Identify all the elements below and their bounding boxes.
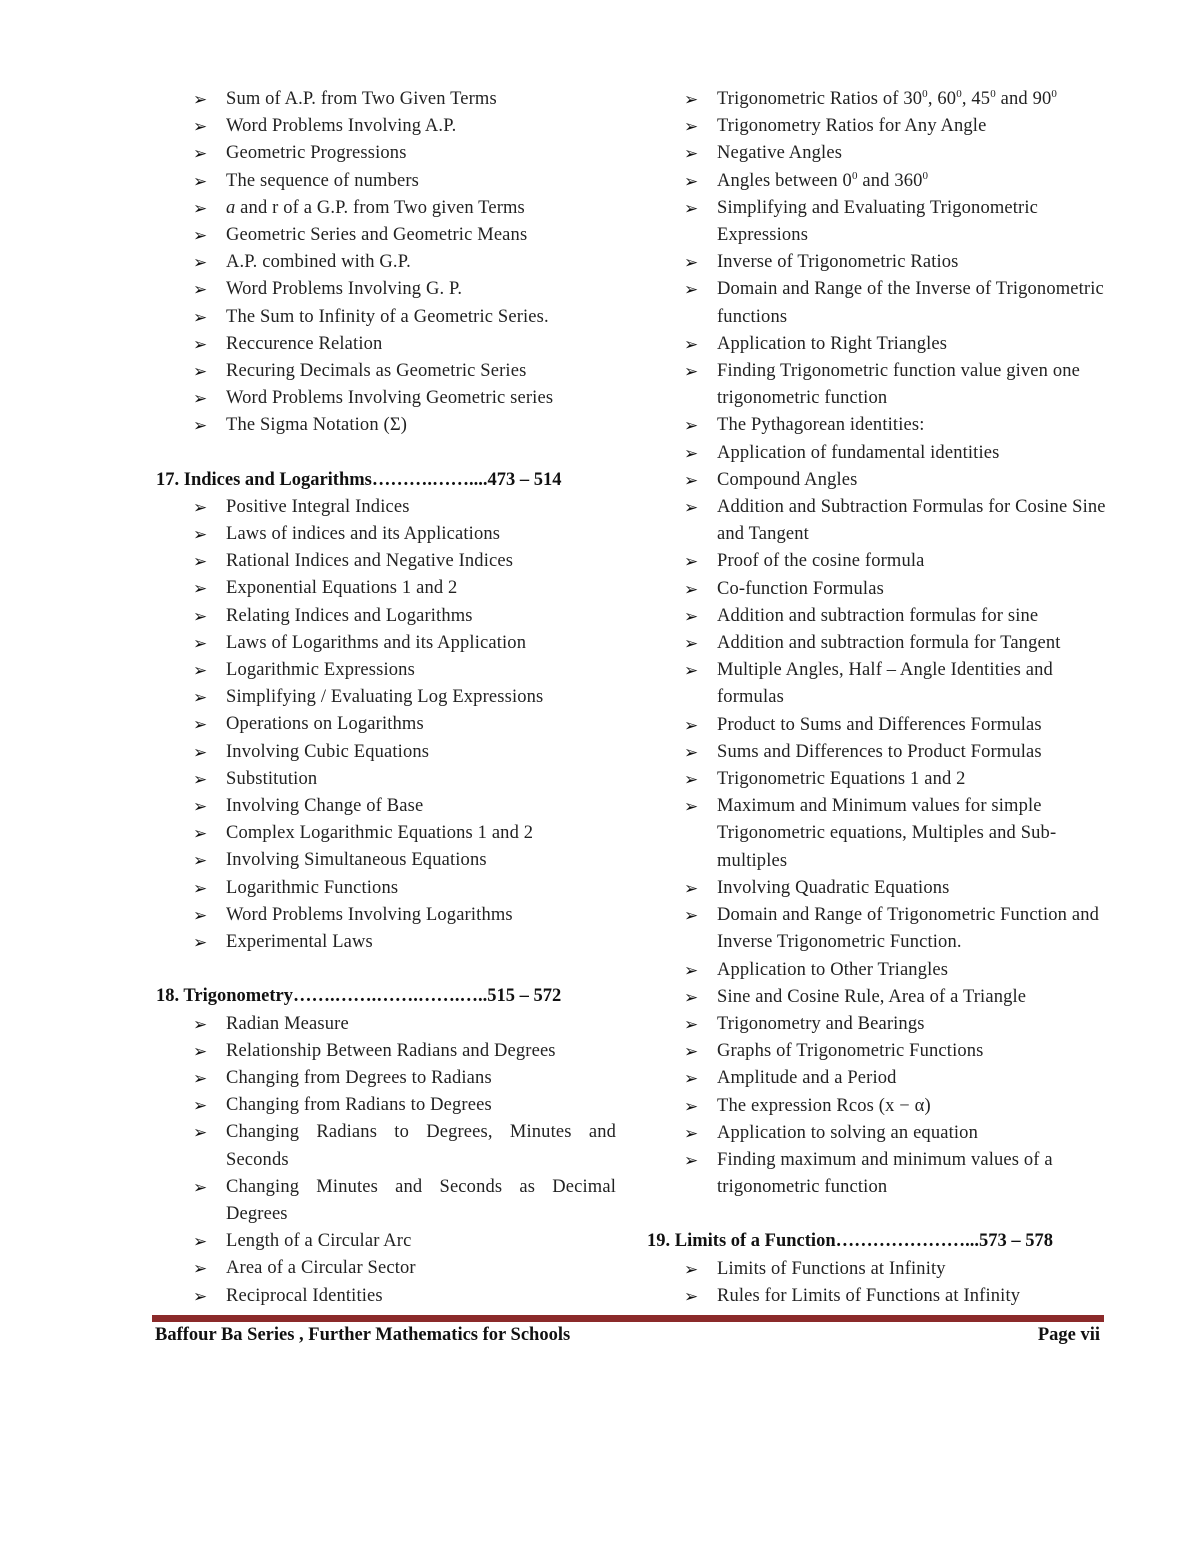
arrow-bullet-icon: ➢ [684, 987, 699, 1007]
list-item-label: Reccurence Relation [226, 333, 383, 354]
arrow-bullet-icon: ➢ [193, 1096, 208, 1116]
list-item-label: Logarithmic Expressions [226, 660, 415, 681]
list-item-label: Limits of Functions at Infinity [717, 1258, 946, 1279]
list-item [156, 1092, 616, 1119]
list-item [647, 902, 1107, 956]
arrow-bullet-icon: ➢ [684, 144, 699, 164]
arrow-bullet-icon: ➢ [193, 198, 208, 218]
list-item-label: Word Problems Involving A.P. [226, 116, 457, 137]
arrow-bullet-icon: ➢ [684, 742, 699, 762]
list-item [647, 630, 1107, 657]
list-item-label: Radian Measure [226, 1013, 349, 1034]
list-item [156, 766, 616, 793]
arrow-bullet-icon: ➢ [684, 498, 699, 518]
arrow-bullet-icon: ➢ [193, 280, 208, 300]
list-item [156, 276, 616, 303]
list-item [156, 793, 616, 820]
list-item-label: Amplitude and a Period [717, 1068, 897, 1089]
list-item-label: Domain and Range of Trigonometric Function and Inverse Trigonometric Function. [717, 905, 1099, 953]
list-item-label: Changing Radians to Degrees, Minutes and Seconds [226, 1122, 616, 1170]
arrow-bullet-icon: ➢ [684, 470, 699, 490]
list-item [156, 1174, 616, 1228]
list-item [156, 684, 616, 711]
list-item-label: Proof of the cosine formula [717, 551, 925, 572]
arrow-bullet-icon: ➢ [193, 1068, 208, 1088]
list-item-label: Sine and Cosine Rule, Area of a Triangle [717, 986, 1027, 1007]
list-item [647, 1011, 1107, 1038]
arrow-bullet-icon: ➢ [684, 1014, 699, 1034]
list-item [647, 331, 1107, 358]
arrow-bullet-icon: ➢ [193, 905, 208, 925]
list-item [647, 1038, 1107, 1065]
arrow-bullet-icon: ➢ [684, 117, 699, 137]
list-item-label: Rules for Limits of Functions at Infinity [717, 1285, 1021, 1306]
list-item [156, 711, 616, 738]
footer-rule [152, 1315, 1104, 1322]
list-item [156, 657, 616, 684]
list-item [156, 1119, 616, 1173]
section-18-list [156, 1011, 616, 1310]
list-item [647, 412, 1107, 439]
list-item [647, 712, 1107, 739]
arrow-bullet-icon: ➢ [684, 1042, 699, 1062]
arrow-bullet-icon: ➢ [193, 1014, 208, 1034]
list-item [647, 739, 1107, 766]
list-item-label: Rational Indices and Negative Indices [226, 551, 514, 572]
list-item-label: Changing from Radians to Degrees [226, 1095, 492, 1116]
arrow-bullet-icon: ➢ [193, 1041, 208, 1061]
list-item-label: Recuring Decimals as Geometric Series [226, 361, 527, 382]
arrow-bullet-icon: ➢ [193, 851, 208, 871]
list-item-label: Product to Sums and Differences Formulas [717, 714, 1042, 735]
list-item [156, 739, 616, 766]
list-item: ➢ Angles between $0^0$ and $360^0$ [647, 168, 1107, 195]
list-item-label: Word Problems Involving G. P. [226, 279, 463, 300]
list-item [156, 847, 616, 874]
arrow-bullet-icon: ➢ [193, 878, 208, 898]
arrow-bullet-icon: ➢ [193, 742, 208, 762]
list-item-label: Addition and Subtraction Formulas for Cosine Sine and Tangent [717, 497, 1106, 545]
section-18-continued-list-b [647, 195, 1107, 1202]
list-item [156, 222, 616, 249]
list-item-label: Geometric Series and Geometric Means [226, 225, 528, 246]
arrow-bullet-icon: ➢ [684, 198, 699, 218]
list-item-label: Application to Other Triangles [717, 959, 949, 980]
arrow-bullet-icon: ➢ [684, 1259, 699, 1279]
list-item [647, 576, 1107, 603]
section-19-list [647, 1256, 1107, 1310]
section-17-list [156, 494, 616, 956]
list-item-label: a and r of a G.P. from Two given Terms [226, 197, 525, 218]
list-item [647, 440, 1107, 467]
arrow-bullet-icon: ➢ [684, 90, 699, 109]
arrow-bullet-icon: ➢ [193, 171, 208, 191]
arrow-bullet-icon: ➢ [193, 797, 208, 817]
list-item-label: The sequence of numbers [226, 170, 420, 191]
list-item [647, 358, 1107, 412]
arrow-bullet-icon: ➢ [193, 579, 208, 599]
list-item-label: Inverse of Trigonometric Ratios [717, 252, 959, 273]
arrow-bullet-icon: ➢ [684, 362, 699, 382]
list-item: ➢ Trigonometric Ratios of $30^0$, $60^0$, $45^0$ and $90^0$ [647, 86, 1107, 113]
list-item-label: Addition and subtraction formulas for sine [717, 605, 1039, 626]
list-item-label: Graphs of Trigonometric Functions [717, 1041, 984, 1062]
list-item-label: Changing from Degrees to Radians [226, 1067, 492, 1088]
list-item [156, 249, 616, 276]
arrow-bullet-icon: ➢ [684, 416, 699, 436]
list-item [647, 793, 1107, 875]
list-item [156, 603, 616, 630]
list-item [156, 195, 616, 222]
arrow-bullet-icon: ➢ [193, 90, 208, 109]
arrow-bullet-icon: ➢ [684, 1123, 699, 1143]
list-item-label: Laws of indices and its Applications [226, 524, 501, 545]
arrow-bullet-icon: ➢ [193, 226, 208, 246]
list-item-label: Involving Cubic Equations [226, 741, 430, 762]
list-item [156, 412, 616, 439]
right-column [647, 86, 1107, 1310]
arrow-bullet-icon: ➢ [684, 606, 699, 626]
list-item [647, 195, 1107, 249]
list-item-label: The Sigma Notation (Σ) [226, 415, 408, 436]
arrow-bullet-icon: ➢ [193, 307, 208, 327]
list-item-label: Negative Angles [717, 143, 843, 164]
arrow-bullet-icon: ➢ [193, 1259, 208, 1279]
list-item [156, 548, 616, 575]
list-item-label: Word Problems Involving Geometric series [226, 388, 554, 409]
list-item [647, 276, 1107, 330]
list-item [156, 494, 616, 521]
arrow-bullet-icon: ➢ [193, 606, 208, 626]
arrow-bullet-icon: ➢ [684, 443, 699, 463]
list-item [156, 385, 616, 412]
list-item-label: The Sum to Infinity of a Geometric Series. [226, 306, 549, 327]
arrow-bullet-icon: ➢ [684, 1096, 699, 1116]
list-item [647, 1256, 1107, 1283]
list-item-label: Domain and Range of the Inverse of Trigonometric functions [717, 279, 1104, 327]
list-item-label: Word Problems Involving Logarithms [226, 904, 513, 925]
list-item-label: Changing Minutes and Seconds as Decimal Degrees [226, 1176, 616, 1224]
arrow-bullet-icon: ➢ [193, 497, 208, 517]
page-number: Page vii [1037, 1325, 1100, 1345]
arrow-bullet-icon: ➢ [684, 552, 699, 572]
footer-title: Baffour Ba Series , Further Mathematics for Schools [155, 1325, 571, 1345]
arrow-bullet-icon: ➢ [193, 334, 208, 354]
arrow-bullet-icon: ➢ [193, 769, 208, 789]
arrow-bullet-icon: ➢ [193, 633, 208, 653]
angles-item-list [647, 168, 1107, 195]
section-16-list [156, 86, 616, 440]
list-item [156, 929, 616, 956]
list-item [647, 1093, 1107, 1120]
arrow-bullet-icon: ➢ [193, 715, 208, 735]
arrow-bullet-icon: ➢ [193, 1177, 208, 1197]
list-item [647, 548, 1107, 575]
list-item [647, 766, 1107, 793]
arrow-bullet-icon: ➢ [193, 933, 208, 953]
arrow-bullet-icon: ➢ [684, 960, 699, 980]
list-item-label: Operations on Logarithms [226, 714, 424, 735]
arrow-bullet-icon: ➢ [684, 634, 699, 654]
list-item-label: Finding Trigonometric function value given one trigonometric function [717, 361, 1080, 409]
list-item-label: The Pythagorean identities: [717, 415, 925, 436]
arrow-bullet-icon: ➢ [684, 253, 699, 273]
section-19-heading: 19. Limits of a Function…………………...573 – 578 [647, 1231, 1053, 1252]
list-item-label: A.P. combined with G.P. [226, 252, 411, 273]
arrow-bullet-icon: ➢ [193, 1232, 208, 1252]
list-item-label: Sum of A.P. from Two Given Terms [226, 89, 497, 109]
list-item-label: Relating Indices and Logarithms [226, 605, 473, 626]
list-item-label: Geometric Progressions [226, 143, 407, 164]
list-item-label: Maximum and Minimum values for simple Trigonometric equations, Multiples and Sub-multiples [717, 796, 1057, 871]
list-item-label: Simplifying / Evaluating Log Expressions [226, 687, 544, 708]
list-item [647, 603, 1107, 630]
list-item-label: Complex Logarithmic Equations 1 and 2 [226, 823, 534, 844]
list-item [647, 1147, 1107, 1201]
arrow-bullet-icon: ➢ [193, 389, 208, 409]
arrow-bullet-icon: ➢ [684, 770, 699, 790]
section-18-continued-list-a [647, 113, 1107, 167]
arrow-bullet-icon: ➢ [193, 253, 208, 273]
list-item-label: Addition and subtraction formula for Tangent [717, 633, 1061, 654]
arrow-bullet-icon: ➢ [193, 688, 208, 708]
list-item [647, 984, 1107, 1011]
list-item [156, 1283, 616, 1310]
list-item-label: Area of a Circular Sector [226, 1258, 416, 1279]
list-item [647, 657, 1107, 711]
list-item [156, 630, 616, 657]
list-item [156, 1228, 616, 1255]
section-17-heading: 17. Indices and Logarithms……….……....473 – 514 [156, 469, 562, 490]
arrow-bullet-icon: ➢ [684, 715, 699, 735]
list-item [156, 168, 616, 195]
list-item-label: Reciprocal Identities [226, 1285, 383, 1306]
list-item-label: Co-function Formulas [717, 578, 884, 599]
arrow-bullet-icon: ➢ [684, 878, 699, 898]
list-item [156, 331, 616, 358]
list-item-label: Application of fundamental identities [717, 442, 1000, 463]
arrow-bullet-icon: ➢ [193, 1123, 208, 1143]
list-item-label: Multiple Angles, Half – Angle Identities and formulas [717, 660, 1053, 708]
list-item-label: Length of a Circular Arc [226, 1231, 412, 1252]
arrow-bullet-icon: ➢ [684, 1069, 699, 1089]
arrow-bullet-icon: ➢ [684, 797, 699, 817]
list-item [647, 1120, 1107, 1147]
list-item [156, 140, 616, 167]
list-item [647, 467, 1107, 494]
list-item-label: Finding maximum and minimum values of a trigonometric function [717, 1149, 1053, 1198]
list-item-label: Sums and Differences to Product Formulas [717, 741, 1042, 762]
list-item [647, 1065, 1107, 1092]
list-item-label: Trigonometry and Bearings [717, 1013, 925, 1034]
arrow-bullet-icon: ➢ [193, 824, 208, 844]
arrow-bullet-icon: ➢ [684, 906, 699, 926]
list-item-label: Substitution [226, 768, 318, 789]
list-item-label: Involving Quadratic Equations [717, 877, 950, 898]
arrow-bullet-icon: ➢ [193, 525, 208, 545]
list-item [647, 113, 1107, 140]
list-item [647, 140, 1107, 167]
list-item [647, 249, 1107, 276]
list-item [156, 902, 616, 929]
list-item [156, 86, 616, 113]
list-item-label: Logarithmic Functions [226, 877, 399, 898]
list-item-label: Trigonometric Equations 1 and 2 [717, 769, 966, 790]
list-item-label: Exponential Equations 1 and 2 [226, 578, 458, 599]
list-item-label: The expression Rcos (x − α) [717, 1095, 931, 1116]
arrow-bullet-icon: ➢ [684, 171, 699, 191]
list-item-label: Positive Integral Indices [226, 496, 410, 517]
arrow-bullet-icon: ➢ [193, 416, 208, 436]
arrow-bullet-icon: ➢ [193, 552, 208, 572]
list-item [156, 1065, 616, 1092]
arrow-bullet-icon: ➢ [193, 362, 208, 382]
arrow-bullet-icon: ➢ [684, 1286, 699, 1306]
arrow-bullet-icon: ➢ [193, 117, 208, 137]
arrow-bullet-icon: ➢ [684, 661, 699, 681]
list-item-label: Simplifying and Evaluating Trigonometric Expressions [717, 197, 1038, 246]
list-item [156, 358, 616, 385]
list-item [156, 875, 616, 902]
list-item [647, 494, 1107, 548]
list-item-label: Laws of Logarithms and its Application [226, 632, 527, 653]
arrow-bullet-icon: ➢ [684, 1150, 699, 1170]
list-item [156, 575, 616, 602]
list-item [156, 820, 616, 847]
list-item [156, 113, 616, 140]
list-item [156, 1011, 616, 1038]
list-item [156, 521, 616, 548]
section-18-continued-list [647, 86, 1107, 113]
arrow-bullet-icon: ➢ [684, 334, 699, 354]
arrow-bullet-icon: ➢ [193, 661, 208, 681]
list-item-label: Experimental Laws [226, 932, 373, 953]
list-item [647, 875, 1107, 902]
list-item [156, 1038, 616, 1065]
list-item-label: Application to Right Triangles [717, 333, 948, 354]
list-item-label: Involving Change of Base [226, 796, 424, 817]
section-18-heading: 18. Trigonometry…….…….…….…….…..515 – 572 [156, 986, 562, 1007]
list-item-label: Compound Angles [717, 469, 858, 490]
list-item [156, 1255, 616, 1282]
arrow-bullet-icon: ➢ [193, 1286, 208, 1306]
list-item-label: Involving Simultaneous Equations [226, 850, 487, 871]
left-column [156, 86, 616, 1310]
arrow-bullet-icon: ➢ [193, 144, 208, 164]
list-item-label: Relationship Between Radians and Degrees [226, 1040, 556, 1061]
list-item [647, 957, 1107, 984]
list-item [647, 1283, 1107, 1310]
list-item [156, 304, 616, 331]
arrow-bullet-icon: ➢ [684, 579, 699, 599]
arrow-bullet-icon: ➢ [684, 280, 699, 300]
list-item-label: Trigonometry Ratios for Any Angle [717, 116, 987, 137]
list-item-label: Application to solving an equation [717, 1122, 978, 1143]
